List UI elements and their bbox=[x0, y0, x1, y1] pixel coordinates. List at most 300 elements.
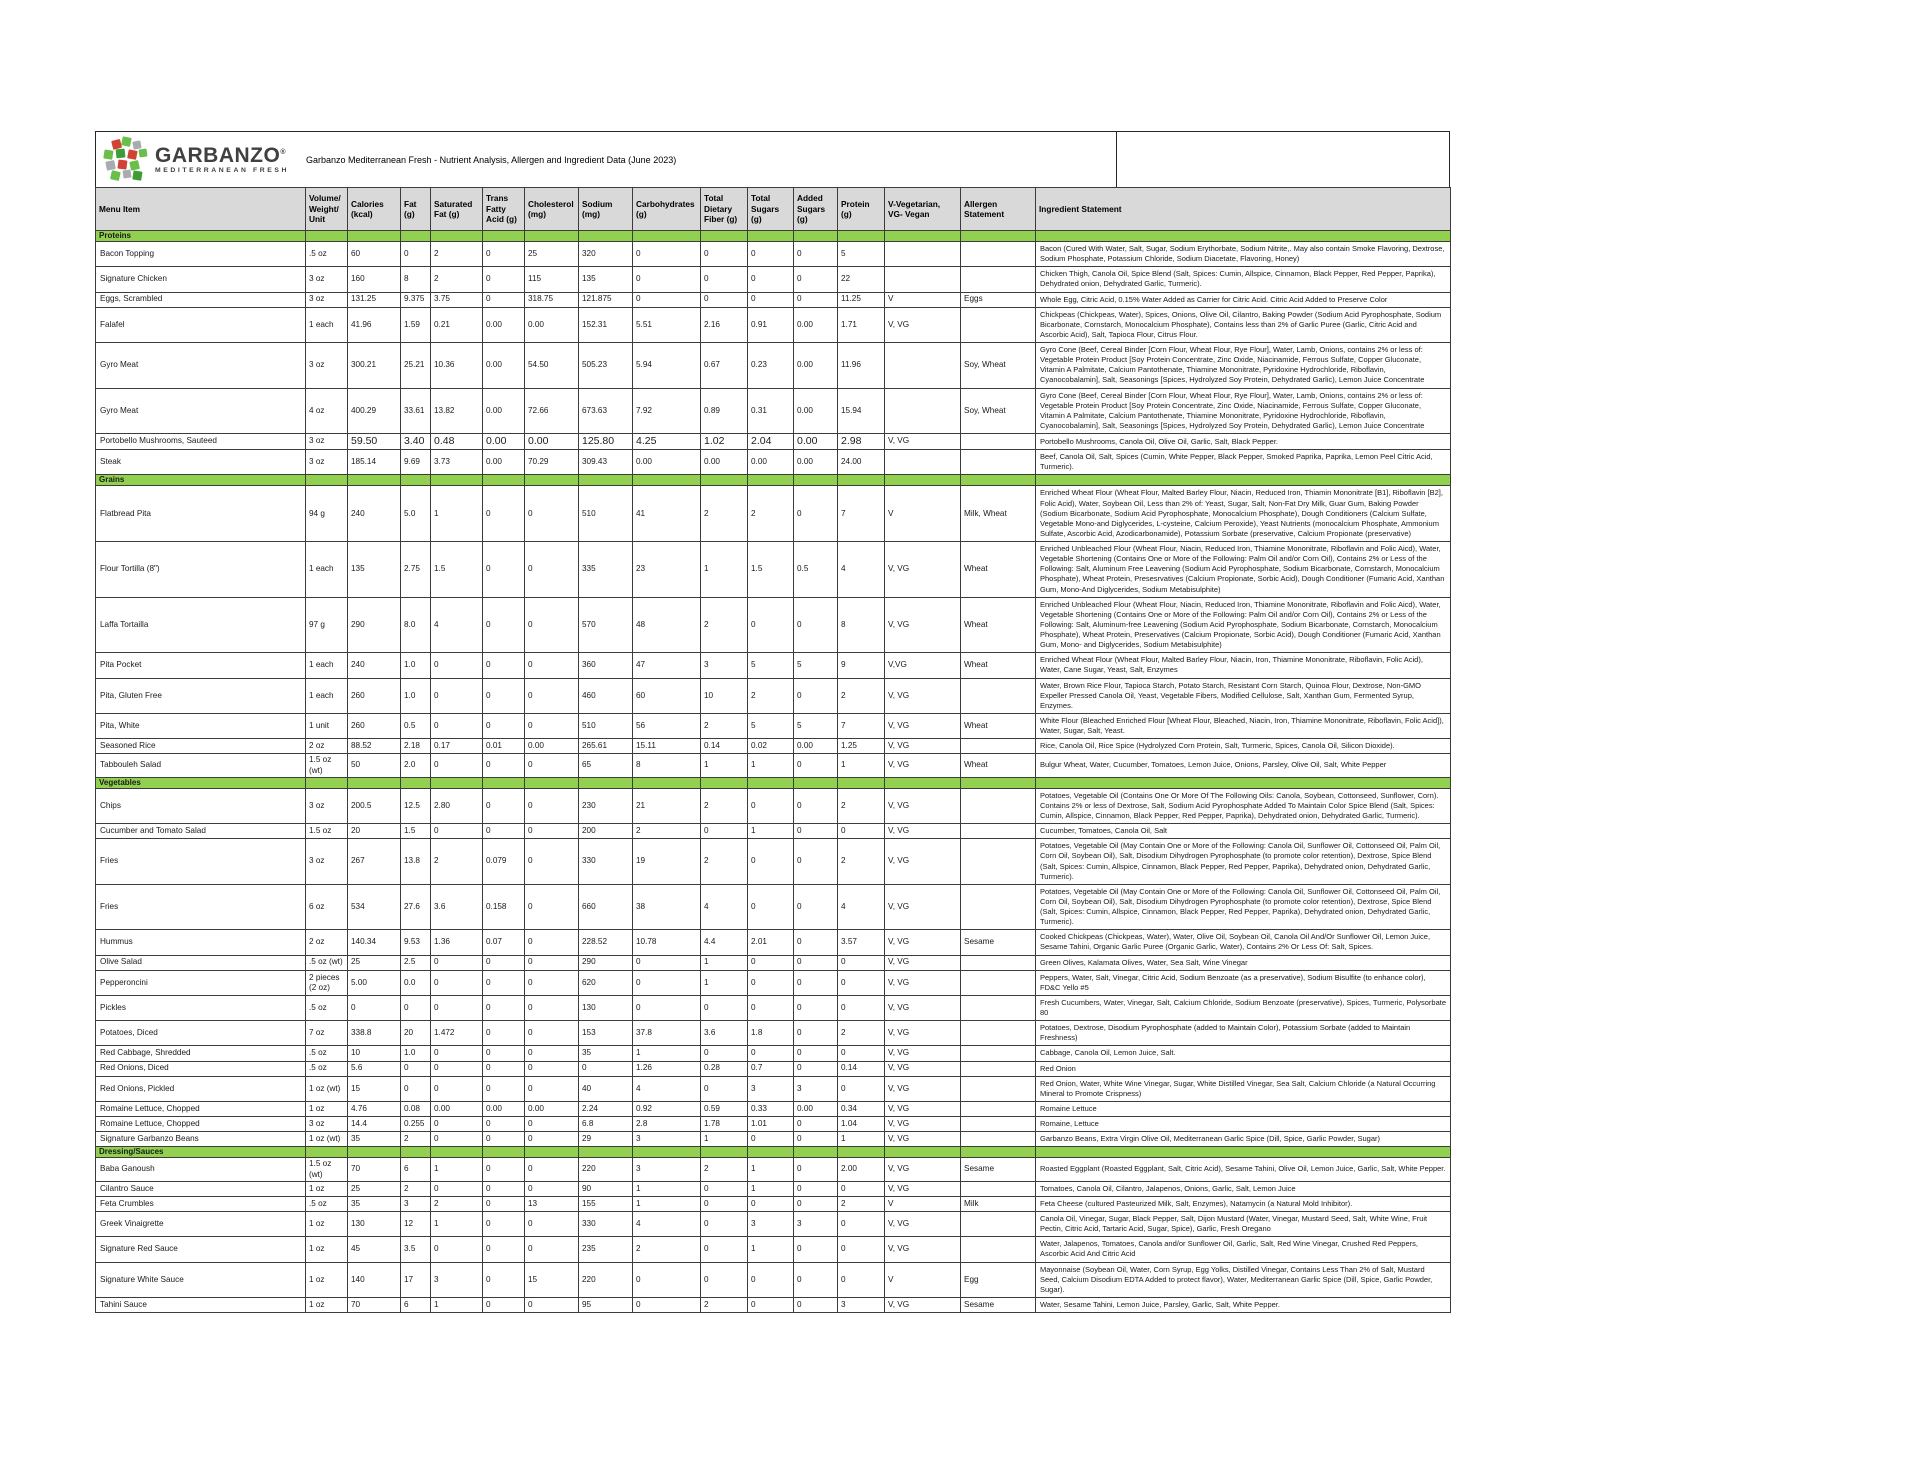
cell-allergen bbox=[961, 1101, 1036, 1116]
cell-sodium: 220 bbox=[579, 1262, 633, 1297]
table-row bbox=[96, 1196, 1451, 1211]
cell-added-sugars: 3 bbox=[794, 1212, 838, 1237]
cell-fat: 6 bbox=[401, 1297, 431, 1312]
cell-allergen: Sesame bbox=[961, 1297, 1036, 1312]
cell-fiber: 0.28 bbox=[701, 1061, 748, 1076]
cell-cholesterol: 0 bbox=[525, 1158, 579, 1182]
section-cell bbox=[483, 475, 525, 486]
cell-carbohydrates: 3 bbox=[633, 1132, 701, 1147]
cell-added-sugars: 0 bbox=[794, 242, 838, 267]
cell-total-sugars: 2 bbox=[748, 678, 794, 713]
cell-added-sugars: 0 bbox=[794, 754, 838, 778]
cell-menu-item: Falafel bbox=[96, 307, 306, 342]
cell-allergen: Soy, Wheat bbox=[961, 343, 1036, 389]
cell-veg-flag: V, VG bbox=[885, 1061, 961, 1076]
cell-allergen bbox=[961, 1076, 1036, 1101]
cell-volume: 1 oz bbox=[306, 1181, 348, 1196]
cell-total-sugars: 0.31 bbox=[748, 388, 794, 434]
cell-ingredients: Chicken Thigh, Canola Oil, Spice Blend (Salt, Spices: Cumin, Allspice, Cinnamon, Black Pepper, Red Pepper, Paprika), Dehydrated onion, Dehydrated Garlic, Turmeric). bbox=[1036, 267, 1451, 292]
cell-cholesterol: 0 bbox=[525, 486, 579, 542]
cell-veg-flag: V, VG bbox=[885, 1237, 961, 1262]
table-row bbox=[96, 739, 1451, 754]
section-title: Vegetables bbox=[96, 777, 306, 788]
cell-carbohydrates: 8 bbox=[633, 754, 701, 778]
cell-sodium: 135 bbox=[579, 267, 633, 292]
cell-calories: 160 bbox=[348, 267, 401, 292]
cell-trans-fat: 0 bbox=[483, 1181, 525, 1196]
cell-protein: 7 bbox=[838, 486, 885, 542]
cell-fat: 1.0 bbox=[401, 1046, 431, 1061]
cell-saturated-fat: 0 bbox=[431, 955, 483, 970]
cell-fiber: 2 bbox=[701, 1297, 748, 1312]
cell-total-sugars: 0 bbox=[748, 995, 794, 1020]
cell-saturated-fat: 3.73 bbox=[431, 450, 483, 475]
cell-total-sugars: 0 bbox=[748, 955, 794, 970]
title-cell bbox=[96, 132, 1117, 187]
cell-volume: 1 each bbox=[306, 678, 348, 713]
section-cell bbox=[579, 777, 633, 788]
cell-sodium: 335 bbox=[579, 542, 633, 598]
cell-menu-item: Chips bbox=[96, 788, 306, 823]
cell-added-sugars: 0 bbox=[794, 970, 838, 995]
cell-cholesterol: 0 bbox=[525, 542, 579, 598]
brand-logo bbox=[96, 136, 289, 183]
cell-menu-item: Steak bbox=[96, 450, 306, 475]
cell-total-sugars: 0 bbox=[748, 1132, 794, 1147]
cell-volume: 94 g bbox=[306, 486, 348, 542]
cell-carbohydrates: 21 bbox=[633, 788, 701, 823]
cell-protein: 11.25 bbox=[838, 292, 885, 307]
section-cell bbox=[748, 1147, 794, 1158]
cell-cholesterol: 0 bbox=[525, 1237, 579, 1262]
cell-fat: 1.0 bbox=[401, 678, 431, 713]
cell-saturated-fat: 0.21 bbox=[431, 307, 483, 342]
cell-cholesterol: 0 bbox=[525, 597, 579, 653]
cell-sodium: 65 bbox=[579, 754, 633, 778]
table-row bbox=[96, 486, 1451, 542]
cell-sodium: 673.63 bbox=[579, 388, 633, 434]
cell-allergen bbox=[961, 242, 1036, 267]
cell-trans-fat: 0 bbox=[483, 653, 525, 678]
cell-volume: 1 oz bbox=[306, 1212, 348, 1237]
cell-sodium: 460 bbox=[579, 678, 633, 713]
cell-calories: 260 bbox=[348, 713, 401, 738]
cell-carbohydrates: 4 bbox=[633, 1212, 701, 1237]
cell-trans-fat: 0 bbox=[483, 1021, 525, 1046]
cell-menu-item: Romaine Lettuce, Chopped bbox=[96, 1117, 306, 1132]
cell-carbohydrates: 0 bbox=[633, 267, 701, 292]
cell-ingredients: Chickpeas (Chickpeas, Water), Spices, Onions, Olive Oil, Cilantro, Baking Powder (Sodium Acid Pyrophosphate, Sodium Bicarbonate, Cornstarch, Monocalcium Phosphate), Contains less than 2% of Garlic Puree (Garlic, Citric Acid and Ascorbic Acid), Salt, Tapioca Flour, Citrus Flour. bbox=[1036, 307, 1451, 342]
cell-trans-fat: 0 bbox=[483, 713, 525, 738]
cell-sodium: 330 bbox=[579, 1212, 633, 1237]
cell-ingredients: Enriched Unbleached Flour (Wheat Flour, Niacin, Reduced Iron, Thiamine Mononitrate, Riboflavin and Folic Aicd), Water, Vegetable Shortening (Contains One or More of the Following: Palm Oil and/or Corn Oil), Contains 2% or Less of the Following: Salt, Aluminum-free Leavening (Sodium Acid Pyrophosphate, Sodium Bicarbonate, Cornstarch, Monocalcium Phosphate), Wheat Protein, Preservatives (Calcium Propionate, Sorbic Acid), Dough Conditioner (Fumaric Acid, Xanthan Gum, Mono- and Diglycerides, Sodium Metabisulphite) bbox=[1036, 597, 1451, 653]
cell-added-sugars: 0.00 bbox=[794, 1101, 838, 1116]
cell-fiber: 2 bbox=[701, 1158, 748, 1182]
cell-fiber: 0.14 bbox=[701, 739, 748, 754]
cell-calories: 135 bbox=[348, 542, 401, 598]
cell-fat: 3.40 bbox=[401, 434, 431, 450]
cell-total-sugars: 5 bbox=[748, 653, 794, 678]
cell-menu-item: Fries bbox=[96, 884, 306, 930]
cell-calories: 140 bbox=[348, 1262, 401, 1297]
cell-fiber: 0.67 bbox=[701, 343, 748, 389]
cell-menu-item: Tahini Sauce bbox=[96, 1297, 306, 1312]
cell-calories: 185.14 bbox=[348, 450, 401, 475]
cell-sodium: 620 bbox=[579, 970, 633, 995]
cell-fat: 9.375 bbox=[401, 292, 431, 307]
section-cell bbox=[701, 475, 748, 486]
cell-cholesterol: 0 bbox=[525, 1061, 579, 1076]
cell-menu-item: Baba Ganoush bbox=[96, 1158, 306, 1182]
cell-fat: 1.59 bbox=[401, 307, 431, 342]
cell-fiber: 0 bbox=[701, 824, 748, 839]
cell-allergen bbox=[961, 970, 1036, 995]
section-cell bbox=[525, 1147, 579, 1158]
cell-total-sugars: 0 bbox=[748, 267, 794, 292]
cell-fat: 13.8 bbox=[401, 839, 431, 885]
cell-cholesterol: 318.75 bbox=[525, 292, 579, 307]
cell-trans-fat: 0 bbox=[483, 1297, 525, 1312]
cell-allergen bbox=[961, 955, 1036, 970]
cell-trans-fat: 0 bbox=[483, 824, 525, 839]
cell-saturated-fat: 0 bbox=[431, 678, 483, 713]
cell-ingredients: Peppers, Water, Salt, Vinegar, Citric Acid, Sodium Benzoate (as a preservative), Sodium Bisulfite (to enhance color), FD&C Yello #5 bbox=[1036, 970, 1451, 995]
cell-fat: 2 bbox=[401, 1181, 431, 1196]
cell-saturated-fat: 0 bbox=[431, 713, 483, 738]
cell-fiber: 1.02 bbox=[701, 434, 748, 450]
cell-added-sugars: 0 bbox=[794, 1132, 838, 1147]
cell-cholesterol: 0 bbox=[525, 678, 579, 713]
cell-trans-fat: 0.079 bbox=[483, 839, 525, 885]
cell-protein: 2 bbox=[838, 678, 885, 713]
cell-veg-flag: V, VG bbox=[885, 713, 961, 738]
cell-saturated-fat: 1.36 bbox=[431, 930, 483, 955]
cell-allergen: Wheat bbox=[961, 754, 1036, 778]
cell-fat: 1.5 bbox=[401, 824, 431, 839]
cell-saturated-fat: 2 bbox=[431, 839, 483, 885]
cell-fat: 0.08 bbox=[401, 1101, 431, 1116]
cell-added-sugars: 0.00 bbox=[794, 434, 838, 450]
cell-saturated-fat: 0 bbox=[431, 754, 483, 778]
cell-saturated-fat: 0 bbox=[431, 1117, 483, 1132]
cell-allergen bbox=[961, 434, 1036, 450]
cell-fat: 2.0 bbox=[401, 754, 431, 778]
cell-menu-item: Olive Salad bbox=[96, 955, 306, 970]
cell-ingredients: Potatoes, Vegetable Oil (May Contain One or More of the Following: Canola Oil, Sunflower Oil, Cottonseed Oil, Palm Oil, Corn Oil, Soybean Oil), Salt, Disodium Dihydrogen Pyrophosphate (to promote color retention), Dextrose, Spice Blend (Salt, Spices: Cumin, Allspice, Cinnamon, Black Pepper, Red Pepper, Paprika), Dehydrated onion, Dehydrated Garlic, Turmeric). bbox=[1036, 884, 1451, 930]
cell-ingredients: Red Onion bbox=[1036, 1061, 1451, 1076]
cell-veg-flag: V, VG bbox=[885, 955, 961, 970]
cell-veg-flag: V, VG bbox=[885, 1021, 961, 1046]
cell-allergen bbox=[961, 739, 1036, 754]
cell-fat: 0 bbox=[401, 1076, 431, 1101]
cell-saturated-fat: 3 bbox=[431, 1262, 483, 1297]
cell-added-sugars: 0.00 bbox=[794, 450, 838, 475]
cell-carbohydrates: 19 bbox=[633, 839, 701, 885]
cell-added-sugars: 0 bbox=[794, 486, 838, 542]
cell-veg-flag: V, VG bbox=[885, 824, 961, 839]
section-cell bbox=[401, 231, 431, 242]
section-cell bbox=[348, 1147, 401, 1158]
title-bar bbox=[95, 131, 1450, 187]
cell-fiber: 0 bbox=[701, 1181, 748, 1196]
cell-allergen bbox=[961, 995, 1036, 1020]
cell-cholesterol: 25 bbox=[525, 242, 579, 267]
cell-allergen bbox=[961, 1212, 1036, 1237]
cell-protein: 0 bbox=[838, 1181, 885, 1196]
section-cell bbox=[838, 777, 885, 788]
section-cell bbox=[579, 1147, 633, 1158]
cell-fiber: 3 bbox=[701, 653, 748, 678]
cell-volume: 1 each bbox=[306, 653, 348, 678]
cell-fat: 2.75 bbox=[401, 542, 431, 598]
cell-veg-flag: V, VG bbox=[885, 1132, 961, 1147]
table-row bbox=[96, 884, 1451, 930]
cell-cholesterol: 0 bbox=[525, 970, 579, 995]
section-cell bbox=[748, 231, 794, 242]
cell-protein: 0 bbox=[838, 1076, 885, 1101]
cell-cholesterol: 0.00 bbox=[525, 307, 579, 342]
cell-calories: 25 bbox=[348, 1181, 401, 1196]
table-row bbox=[96, 788, 1451, 823]
cell-calories: 35 bbox=[348, 1132, 401, 1147]
cell-cholesterol: 0.00 bbox=[525, 739, 579, 754]
cell-sodium: 510 bbox=[579, 713, 633, 738]
cell-ingredients: Gyro Cone (Beef, Cereal Binder [Corn Flour, Wheat Flour, Rye Flour], Water, Lamb, Onions, contains 2% or less of: Vegetable Protein Product [Soy Protein Concentrate, Zinc Oxide, Niacinamide, Ferrous Sulfate, Copper Gluconate, Vitamin A Palmitate, Calcium Pantothenate, Thiamine Mononitrate, Pyridoxine Hydrochloride, Riboflavin, Cyanocobalamin], Salt, Seasonings [Spices, Hydrolyzed Soy Protein, Dehydrated Garlic), Lemon Juice Concentrate bbox=[1036, 388, 1451, 434]
section-cell bbox=[748, 777, 794, 788]
cell-allergen bbox=[961, 824, 1036, 839]
section-cell bbox=[701, 231, 748, 242]
cell-added-sugars: 0 bbox=[794, 292, 838, 307]
cell-fiber: 3.6 bbox=[701, 1021, 748, 1046]
cell-volume: 1.5 oz bbox=[306, 824, 348, 839]
cell-protein: 1.04 bbox=[838, 1117, 885, 1132]
cell-saturated-fat: 1 bbox=[431, 1297, 483, 1312]
cell-fiber: 1.78 bbox=[701, 1117, 748, 1132]
cell-ingredients: Cooked Chickpeas (Chickpeas, Water), Water, Olive Oil, Soybean Oil, Canola Oil And/Or Sunflower Oil, Lemon Juice, Sesame Tahini, Organic Garlic Puree (Organic Garlic, Water), Contains 2% Or Less Of: Salt, Spices. bbox=[1036, 930, 1451, 955]
cell-total-sugars: 5 bbox=[748, 713, 794, 738]
cell-volume: 1 oz (wt) bbox=[306, 1132, 348, 1147]
section-cell bbox=[633, 777, 701, 788]
cell-trans-fat: 0 bbox=[483, 1237, 525, 1262]
section-cell bbox=[579, 475, 633, 486]
cell-fat: 33.61 bbox=[401, 388, 431, 434]
cell-allergen bbox=[961, 1132, 1036, 1147]
cell-trans-fat: 0 bbox=[483, 292, 525, 307]
cell-fiber: 2 bbox=[701, 788, 748, 823]
cell-cholesterol: 115 bbox=[525, 267, 579, 292]
cell-menu-item: Signature White Sauce bbox=[96, 1262, 306, 1297]
cell-veg-flag: V, VG bbox=[885, 307, 961, 342]
cell-added-sugars: 0 bbox=[794, 597, 838, 653]
cell-menu-item: Greek Vinaigrette bbox=[96, 1212, 306, 1237]
cell-trans-fat: 0.00 bbox=[483, 307, 525, 342]
cell-protein: 1 bbox=[838, 1132, 885, 1147]
cell-fiber: 0 bbox=[701, 242, 748, 267]
nutrition-sheet bbox=[95, 131, 1450, 1313]
cell-ingredients: Bacon (Cured With Water, Salt, Sugar, Sodium Erythorbate, Sodium Nitrite,. May also contain Smoke Flavoring, Dextrose, Sodium Phosphate, Potassium Chloride, Sodium Diacetate, Flavoring, Honey) bbox=[1036, 242, 1451, 267]
table-row bbox=[96, 1262, 1451, 1297]
cell-trans-fat: 0.00 bbox=[483, 1101, 525, 1116]
cell-total-sugars: 0 bbox=[748, 292, 794, 307]
cell-cholesterol: 0 bbox=[525, 653, 579, 678]
section-cell bbox=[401, 1147, 431, 1158]
cell-cholesterol: 70.29 bbox=[525, 450, 579, 475]
table-row bbox=[96, 1076, 1451, 1101]
cell-ingredients: Enriched Wheat Flour (Wheat Flour, Malted Barley Flour, Niacin, Iron, Thiamine Mononitrate, Riboflavin, Folic Acid), Water, Cane Sugar, Yeast, Salt, Enzymes bbox=[1036, 653, 1451, 678]
cell-fat: 5.0 bbox=[401, 486, 431, 542]
cell-calories: 14.4 bbox=[348, 1117, 401, 1132]
cell-fat: 3.5 bbox=[401, 1237, 431, 1262]
section-cell bbox=[431, 231, 483, 242]
cell-total-sugars: 0 bbox=[748, 839, 794, 885]
cell-fat: 0 bbox=[401, 242, 431, 267]
cell-trans-fat: 0 bbox=[483, 542, 525, 598]
section-cell bbox=[961, 231, 1036, 242]
cell-added-sugars: 0 bbox=[794, 678, 838, 713]
cell-cholesterol: 0 bbox=[525, 930, 579, 955]
cell-saturated-fat: 2.80 bbox=[431, 788, 483, 823]
section-cell bbox=[579, 231, 633, 242]
cell-trans-fat: 0.00 bbox=[483, 343, 525, 389]
cell-protein: 2.00 bbox=[838, 1158, 885, 1182]
cell-carbohydrates: 1 bbox=[633, 1181, 701, 1196]
cell-ingredients: Portobello Mushrooms, Canola Oil, Olive Oil, Garlic, Salt, Black Pepper. bbox=[1036, 434, 1451, 450]
section-cell bbox=[306, 777, 348, 788]
cell-ingredients: Fresh Cucumbers, Water, Vinegar, Salt, Calcium Chloride, Sodium Benzoate (preservative), Spices, Turmeric, Polysorbate 80 bbox=[1036, 995, 1451, 1020]
cell-protein: 0 bbox=[838, 995, 885, 1020]
table-row bbox=[96, 713, 1451, 738]
cell-veg-flag: V, VG bbox=[885, 1046, 961, 1061]
cell-saturated-fat: 1 bbox=[431, 486, 483, 542]
cell-saturated-fat: 13.82 bbox=[431, 388, 483, 434]
cell-allergen bbox=[961, 307, 1036, 342]
cell-added-sugars: 0 bbox=[794, 1117, 838, 1132]
cell-saturated-fat: 0 bbox=[431, 1076, 483, 1101]
cell-trans-fat: 0 bbox=[483, 1158, 525, 1182]
cell-protein: 0 bbox=[838, 1262, 885, 1297]
cell-carbohydrates: 1.26 bbox=[633, 1061, 701, 1076]
cell-volume: 3 oz bbox=[306, 343, 348, 389]
cell-fat: 6 bbox=[401, 1158, 431, 1182]
cell-saturated-fat: 1 bbox=[431, 1212, 483, 1237]
cell-calories: 338.8 bbox=[348, 1021, 401, 1046]
cell-trans-fat: 0 bbox=[483, 955, 525, 970]
cell-veg-flag: V, VG bbox=[885, 1212, 961, 1237]
cell-sodium: 360 bbox=[579, 653, 633, 678]
cell-added-sugars: 5 bbox=[794, 653, 838, 678]
cell-ingredients: Canola Oil, Vinegar, Sugar, Black Pepper, Salt, Dijon Mustard (Water, Vinegar, Mustard Seed, Salt, White Wine, Fruit Pectin, Citric Acid, Tartaric Acid, Sugar, Spice), Garlic, Fresh Oregano bbox=[1036, 1212, 1451, 1237]
cell-carbohydrates: 15.11 bbox=[633, 739, 701, 754]
cell-veg-flag bbox=[885, 388, 961, 434]
cell-sodium: 228.52 bbox=[579, 930, 633, 955]
cell-calories: 25 bbox=[348, 955, 401, 970]
cell-sodium: 130 bbox=[579, 995, 633, 1020]
cell-veg-flag: V bbox=[885, 486, 961, 542]
cell-carbohydrates: 0 bbox=[633, 242, 701, 267]
cell-added-sugars: 0.00 bbox=[794, 343, 838, 389]
cell-menu-item: Feta Crumbles bbox=[96, 1196, 306, 1211]
section-cell bbox=[961, 777, 1036, 788]
registered-mark: ® bbox=[280, 148, 286, 156]
cell-cholesterol: 0 bbox=[525, 1212, 579, 1237]
cell-trans-fat: 0 bbox=[483, 1117, 525, 1132]
cell-calories: 10 bbox=[348, 1046, 401, 1061]
cell-fiber: 2 bbox=[701, 713, 748, 738]
cell-calories: 131.25 bbox=[348, 292, 401, 307]
cell-added-sugars: 0 bbox=[794, 788, 838, 823]
cell-saturated-fat: 0 bbox=[431, 1237, 483, 1262]
cell-volume: 1 each bbox=[306, 307, 348, 342]
column-header: Protein (g) bbox=[838, 188, 885, 231]
cell-cholesterol: 0.00 bbox=[525, 434, 579, 450]
cell-veg-flag: V, VG bbox=[885, 930, 961, 955]
cell-protein: 4 bbox=[838, 542, 885, 598]
cell-calories: 35 bbox=[348, 1196, 401, 1211]
table-row bbox=[96, 1117, 1451, 1132]
cell-veg-flag: V, VG bbox=[885, 839, 961, 885]
cell-allergen: Wheat bbox=[961, 653, 1036, 678]
cell-calories: 400.29 bbox=[348, 388, 401, 434]
cell-menu-item: Cucumber and Tomato Salad bbox=[96, 824, 306, 839]
cell-total-sugars: 0 bbox=[748, 1262, 794, 1297]
cell-volume: .5 oz (wt) bbox=[306, 955, 348, 970]
cell-carbohydrates: 41 bbox=[633, 486, 701, 542]
cell-added-sugars: 0.00 bbox=[794, 388, 838, 434]
cell-veg-flag: V, VG bbox=[885, 884, 961, 930]
cell-fiber: 0 bbox=[701, 1237, 748, 1262]
section-header-row bbox=[96, 1147, 1451, 1158]
cell-allergen bbox=[961, 839, 1036, 885]
cell-carbohydrates: 3 bbox=[633, 1158, 701, 1182]
table-row bbox=[96, 267, 1451, 292]
cell-protein: 2 bbox=[838, 788, 885, 823]
cell-ingredients: Red Onion, Water, White Wine Vinegar, Sugar, White Distilled Vinegar, Sea Salt, Calcium Chloride (a Natural Occurring Mineral to Promote Crispness) bbox=[1036, 1076, 1451, 1101]
cell-carbohydrates: 37.8 bbox=[633, 1021, 701, 1046]
cell-added-sugars: 3 bbox=[794, 1076, 838, 1101]
cell-fiber: 2 bbox=[701, 597, 748, 653]
section-cell bbox=[306, 1147, 348, 1158]
table-row bbox=[96, 343, 1451, 389]
cell-allergen bbox=[961, 1117, 1036, 1132]
cell-trans-fat: 0 bbox=[483, 1061, 525, 1076]
cell-allergen: Egg bbox=[961, 1262, 1036, 1297]
cell-saturated-fat: 0.48 bbox=[431, 434, 483, 450]
cell-volume: 3 oz bbox=[306, 292, 348, 307]
cell-carbohydrates: 38 bbox=[633, 884, 701, 930]
cell-carbohydrates: 0 bbox=[633, 970, 701, 995]
cell-veg-flag bbox=[885, 242, 961, 267]
cell-total-sugars: 1.01 bbox=[748, 1117, 794, 1132]
column-header: Saturated Fat (g) bbox=[431, 188, 483, 231]
cell-fiber: 0 bbox=[701, 1196, 748, 1211]
cell-protein: 11.96 bbox=[838, 343, 885, 389]
cell-saturated-fat: 3.6 bbox=[431, 884, 483, 930]
cell-added-sugars: 0 bbox=[794, 1046, 838, 1061]
cell-saturated-fat: 0 bbox=[431, 1061, 483, 1076]
cell-sodium: 220 bbox=[579, 1158, 633, 1182]
cell-sodium: 0 bbox=[579, 1061, 633, 1076]
section-cell bbox=[794, 231, 838, 242]
cell-volume: 2 oz bbox=[306, 930, 348, 955]
cell-carbohydrates: 1 bbox=[633, 1046, 701, 1061]
cell-fiber: 1 bbox=[701, 754, 748, 778]
cell-menu-item: Seasoned Rice bbox=[96, 739, 306, 754]
cell-total-sugars: 0 bbox=[748, 1046, 794, 1061]
cell-cholesterol: 0 bbox=[525, 1046, 579, 1061]
cell-protein: 9 bbox=[838, 653, 885, 678]
table-row bbox=[96, 1237, 1451, 1262]
cell-fiber: 1 bbox=[701, 955, 748, 970]
